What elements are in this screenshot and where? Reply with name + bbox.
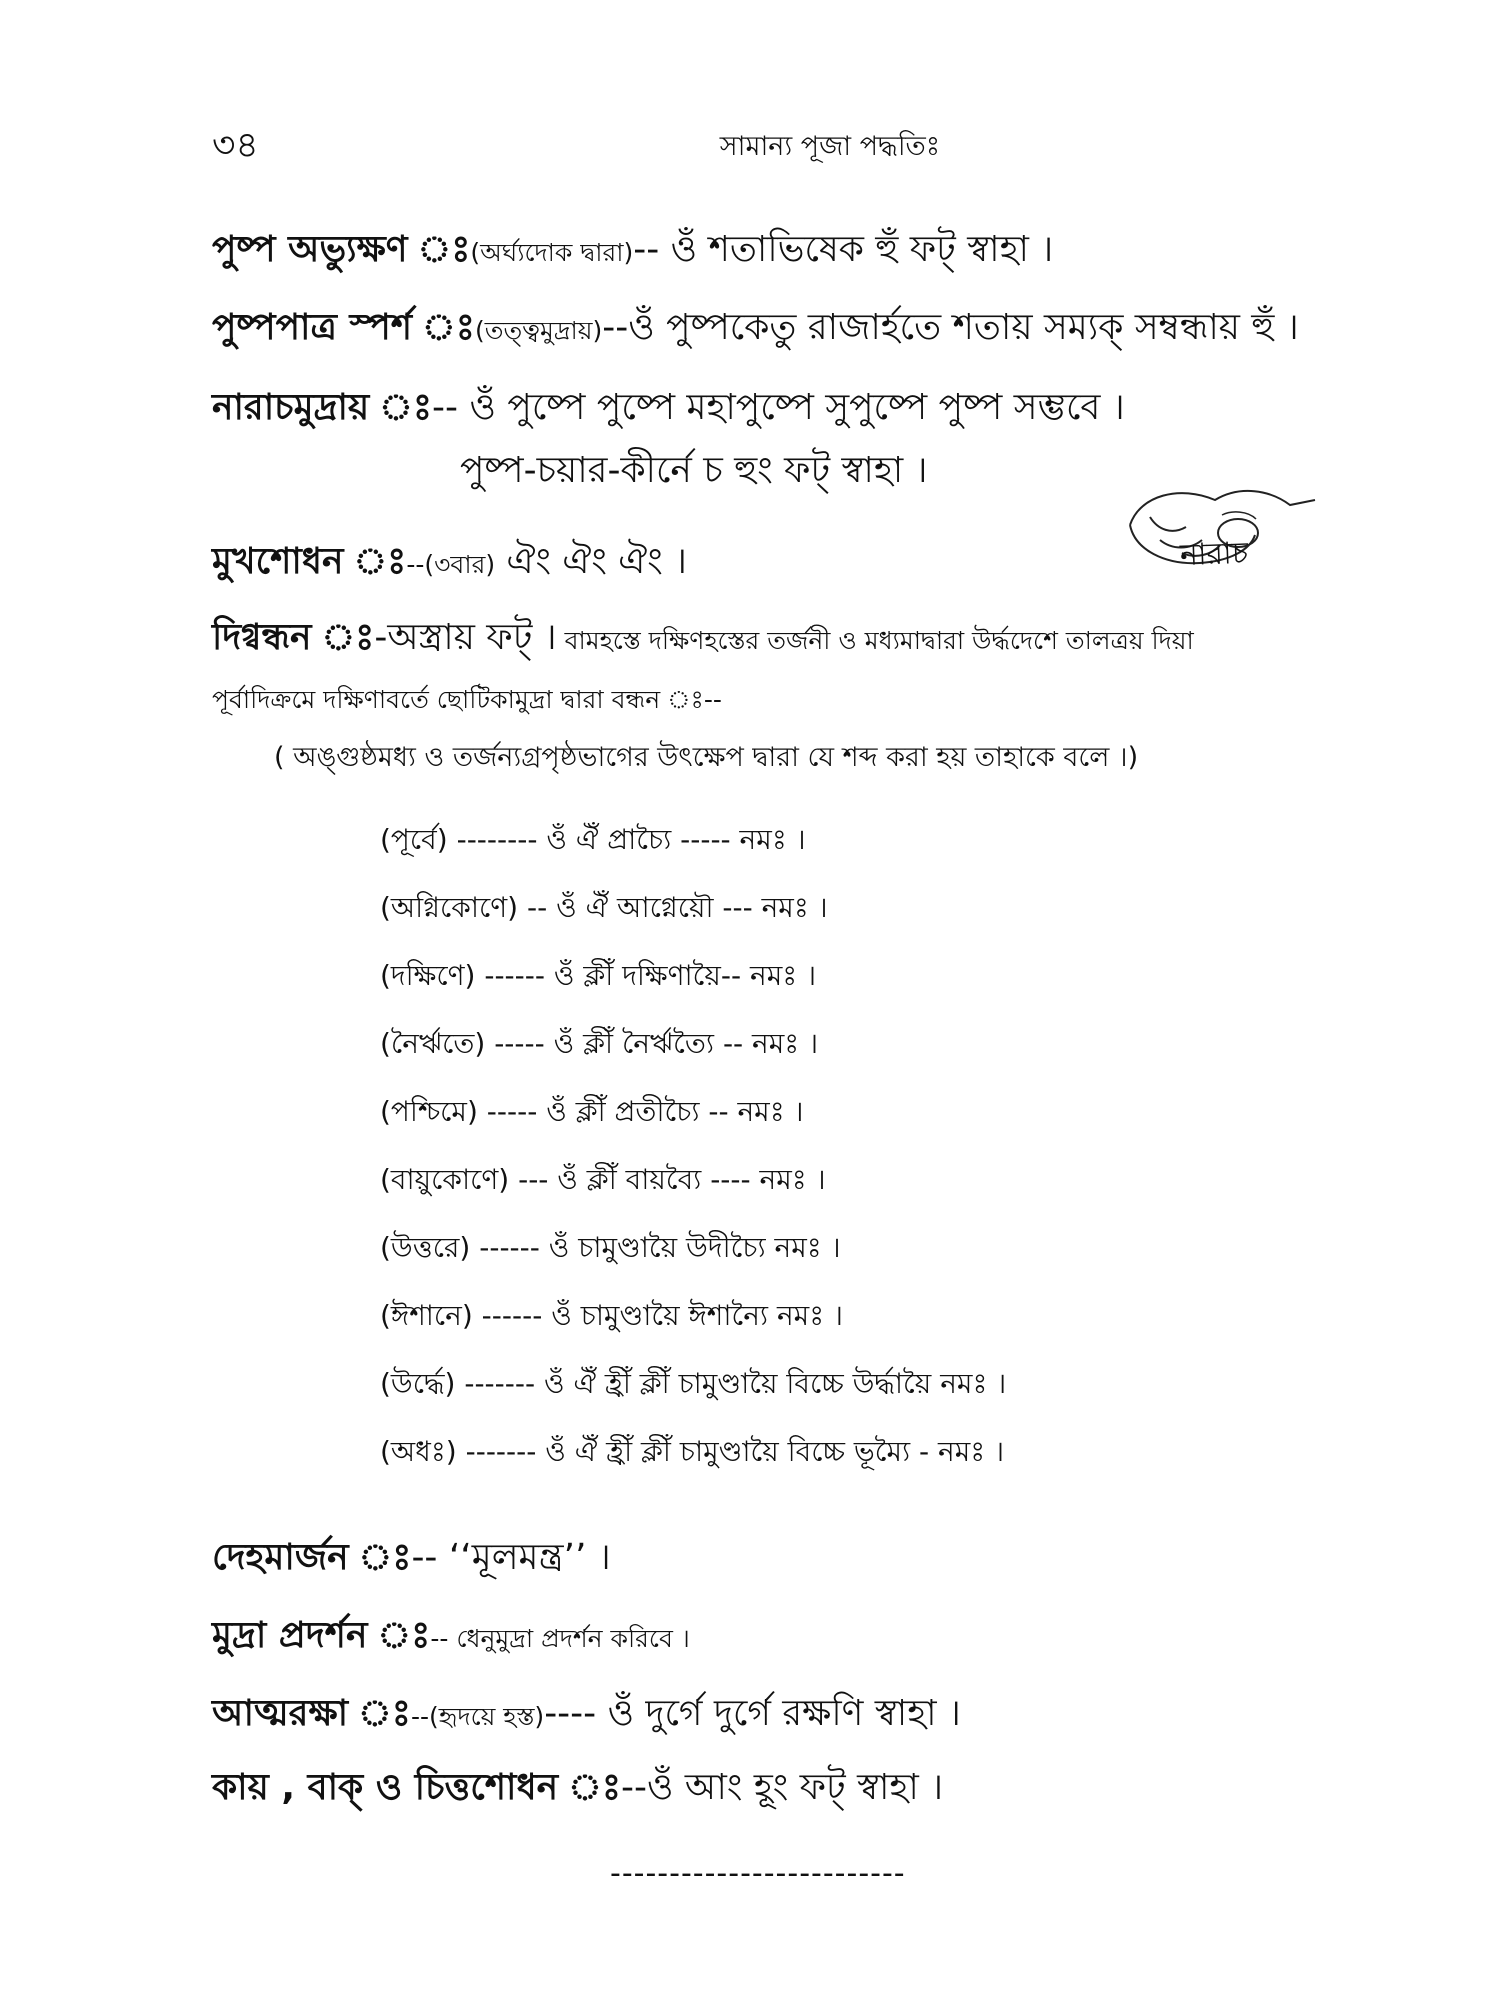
direction-row: (পশ্চিমে) ----- ওঁ ক্লীঁ প্রতীচ্যৈ -- নমঃ । <box>380 1095 804 1128</box>
line-text: পূর্বাদিক্রমে দক্ষিণাবর্তে ছোটিকামুদ্রা দ্বারা বন্ধন ঃ-- <box>212 685 722 714</box>
line-digbandhan-note <box>274 734 1138 782</box>
direction-row: (উর্দ্ধে) ------- ওঁ ঐঁ হ্রীঁ ক্লীঁ চামুণ্ডায়ৈ বিচ্চে উর্দ্ধায়ৈ নমঃ । <box>380 1367 1007 1400</box>
direction-row: (বায়ুকোণে) --- ওঁ ক্লীঁ বায়ব্যৈ ---- নমঃ । <box>380 1163 826 1196</box>
line-text: পুষ্প-চয়ার-কীর্নে চ হুং ফট্ স্বাহা । <box>460 450 928 491</box>
line-note: --(৩বার) <box>406 550 496 579</box>
line-naracha-mudra-cont <box>460 447 928 495</box>
section-end-rule: ------------------------- <box>610 1856 906 1891</box>
direction-row: (দক্ষিণে) ------ ওঁ ক্লীঁ দক্ষিণায়ৈ-- নমঃ । <box>380 959 817 992</box>
line-note: -- ধেনুমুদ্রা প্রদর্শন করিবে । <box>430 1624 690 1653</box>
direction-row: (পূর্বে) -------- ওঁ ঐঁ প্রাচ্যৈ ----- নমঃ । <box>380 823 806 856</box>
direction-row: (অগ্নিকোণে) -- ওঁ ঐঁ আগ্নেয়ৌ --- নমঃ । <box>380 891 828 924</box>
line-label: দেহমার্জন ঃ <box>212 1537 412 1578</box>
direction-row: (উত্তরে) ------ ওঁ চামুণ্ডায়ৈ উদীচ্যৈ নমঃ । <box>380 1231 841 1264</box>
line-note: (তত্ত্বমুদ্রায়) <box>474 316 603 345</box>
line-label: মুদ্রা প্রদর্শন ঃ <box>212 1615 431 1656</box>
page-number: ৩৪ <box>212 125 259 166</box>
line-text: --ওঁ আং হূং ফট্ স্বাহা । <box>621 1767 944 1808</box>
running-title: সামান্য পূজা পদ্ধতিঃ <box>719 131 941 162</box>
line-text: -- ‘‘মূলমন্ত্র’’ । <box>411 1537 611 1578</box>
line-text: ---- ওঁ দুর্গে দুর্গে রক্ষণি স্বাহা । <box>544 1693 961 1734</box>
line-note: --(হৃদয়ে হস্ত) <box>410 1702 545 1731</box>
line-mukhashodhan <box>212 538 687 589</box>
line-label: কায় , বাক্ ও চিত্তশোধন ঃ <box>212 1767 622 1808</box>
line-text: ঐং ঐং ঐং । <box>495 541 688 582</box>
line-digbandhan <box>212 614 1194 665</box>
line-text: --ওঁ পুষ্পকেতু রাজার্হতে শতায় সম্যক্ সম্বন্ধায় হুঁ । <box>602 307 1299 348</box>
line-label: নারাচমুদ্রায় ঃ <box>212 387 433 428</box>
line-text: -- ওঁ শতাভিষেক হুঁ ফট্ স্বাহা । <box>633 229 1054 270</box>
line-note: (অর্ঘ্যদোক দ্বারা) <box>470 238 634 267</box>
line-label: আত্মরক্ষা ঃ <box>212 1693 411 1734</box>
line-note: বামহস্তে দক্ষিণহস্তের তর্জনী ও মধ্যমাদ্বারা উর্দ্ধদেশে তালত্রয় দিয়া <box>556 626 1194 655</box>
direction-row: (অধঃ) ------- ওঁ ঐঁ হ্রীঁ ক্লীঁ চামুণ্ডায়ৈ বিচ্চে ভূম্যৈ - নমঃ । <box>380 1435 1005 1468</box>
line-pushpa-abhyukshan <box>212 226 1053 277</box>
line-text: ( অঙ্গুষ্ঠমধ্য ও তর্জন্যগ্রপৃষ্ঠভাগের উৎক্ষেপ দ্বারা যে শব্দ করা হয় তাহাকে বলে ।) <box>274 742 1139 773</box>
line-label: মুখশোধন ঃ <box>212 541 407 582</box>
direction-row: (ঈশানে) ------ ওঁ চামুণ্ডায়ৈ ঈশান্যৈ নমঃ । <box>380 1299 844 1332</box>
line-label: পুষ্পপাত্র স্পর্শ ঃ <box>212 307 475 348</box>
line-naracha-mudra <box>212 384 1125 432</box>
line-mudra-pradarshan <box>212 1612 690 1663</box>
line-pushpapatra-sparsha <box>212 304 1299 355</box>
line-atmaraksha <box>212 1690 961 1741</box>
direction-row: (নৈর্ঋতে) ----- ওঁ ক্লীঁ নৈর্ঋত্যৈ -- নমঃ । <box>380 1027 819 1060</box>
line-digbandhan-cont <box>212 676 722 724</box>
figure-caption: নারাচ <box>1179 535 1249 574</box>
line-text: -অস্ত্রায় ফট্ । <box>374 617 557 658</box>
line-label: পুষ্প অভ্যুক্ষণ ঃ <box>212 229 471 270</box>
line-label: দিগ্বন্ধন ঃ <box>212 617 375 658</box>
line-text: -- ওঁ পুষ্পে পুষ্পে মহাপুষ্পে সুপুষ্পে পুষ্প সম্ভবে । <box>432 387 1125 428</box>
line-kaya-vak-chitta-shodhan <box>212 1764 943 1812</box>
line-dehamarjan <box>212 1534 611 1582</box>
